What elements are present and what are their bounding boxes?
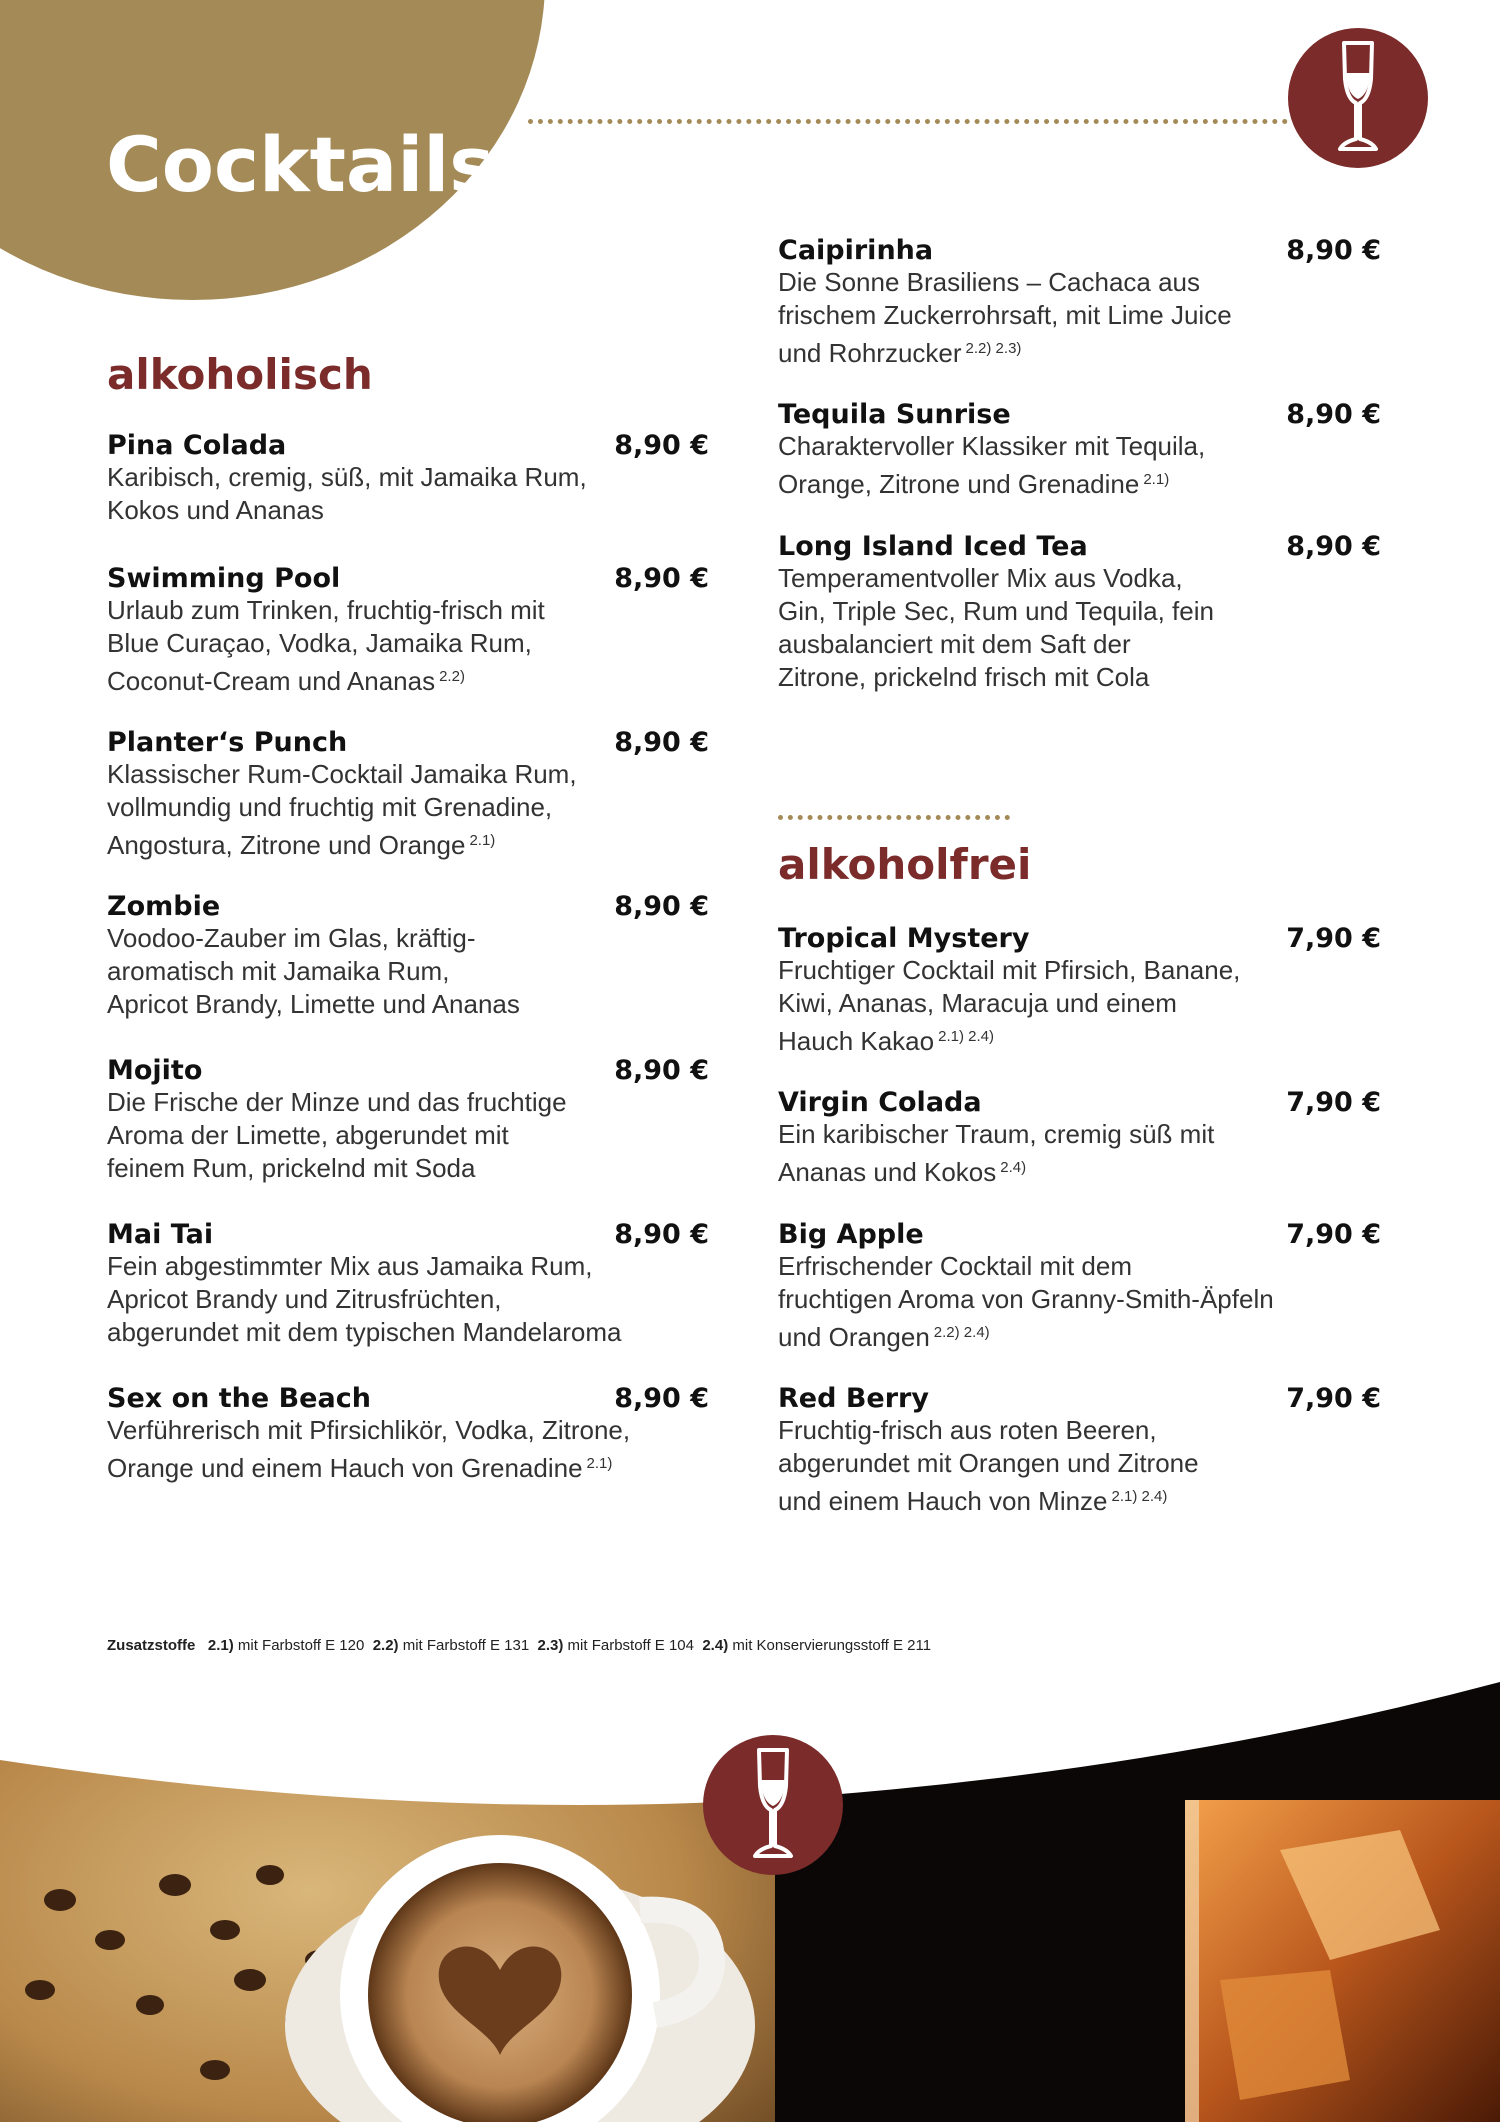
item-description: Die Frische der Minze und das fruchtige Aroma der Limette, abgerundet mit feinem Rum, prickelnd mit Soda <box>107 1087 567 1183</box>
menu-item <box>778 235 1381 370</box>
menu-item <box>778 1383 1381 1518</box>
item-price: 7,90 € <box>1286 1087 1381 1118</box>
menu-item <box>107 891 709 1021</box>
item-description: Voodoo-Zauber im Glas, kräftig- aromatisch mit Jamaika Rum, Apricot Brandy, Limette und Ananas <box>107 923 520 1019</box>
item-price: 7,90 € <box>1286 1219 1381 1250</box>
page-title: Cocktails <box>106 120 495 209</box>
menu-item <box>107 1055 709 1185</box>
footnote-key: 2.3) <box>537 1637 564 1654</box>
item-name: Pina Colada <box>107 430 287 461</box>
menu-item <box>778 1219 1398 1354</box>
item-name: Virgin Colada <box>778 1087 982 1118</box>
menu-item <box>107 430 709 527</box>
menu-item <box>778 923 1381 1058</box>
bottom-glass-badge <box>703 1735 843 1875</box>
additive-note: 2.2) <box>439 668 465 685</box>
menu-item <box>778 531 1381 694</box>
top-glass-badge <box>1288 28 1428 168</box>
dotted-divider <box>778 815 1010 820</box>
menu-item <box>107 1383 747 1485</box>
item-price: 8,90 € <box>614 1383 709 1414</box>
item-price: 8,90 € <box>1286 399 1381 430</box>
section-heading-alkoholfrei: alkoholfrei <box>778 840 1032 889</box>
champagne-glass-icon <box>743 1746 803 1864</box>
bottom-photo-strip <box>0 1660 1500 2122</box>
footnote-text: mit Farbstoff E 131 <box>402 1637 530 1654</box>
item-price: 8,90 € <box>614 430 709 461</box>
additive-note: 2.4) <box>1000 1159 1027 1176</box>
menu-item <box>107 1219 757 1349</box>
item-name: Red Berry <box>778 1383 929 1414</box>
item-price: 8,90 € <box>614 891 709 922</box>
item-name: Zombie <box>107 891 221 922</box>
additive-note: 2.1) 2.4) <box>1111 1488 1168 1505</box>
footnote-text: mit Konservierungsstoff E 211 <box>732 1637 932 1654</box>
footnote-key: 2.2) <box>372 1637 399 1654</box>
item-description: Fruchtig-frisch aus roten Beeren, abgerundet mit Orangen und Zitrone und einem Hauch von Minze $^{2.1) 2.4)}$ <box>778 1415 1199 1516</box>
champagne-glass-icon <box>1328 39 1388 157</box>
additive-note: 2.2) 2.3) <box>965 340 1022 357</box>
item-name: Swimming Pool <box>107 563 341 594</box>
item-description: Karibisch, cremig, süß, mit Jamaika Rum, Kokos und Ananas <box>107 462 587 525</box>
footnote-key: 2.4) <box>702 1637 729 1654</box>
footnote-text: mit Farbstoff E 120 <box>237 1637 365 1654</box>
item-description: Klassischer Rum-Cocktail Jamaika Rum, vollmundig und fruchtig mit Grenadine, Angostura, Zitrone und Orange $^{2.1)}$ <box>107 759 577 860</box>
item-price: 8,90 € <box>614 563 709 594</box>
item-price: 8,90 € <box>614 727 709 758</box>
menu-item <box>778 399 1381 501</box>
item-name: Tequila Sunrise <box>778 399 1011 430</box>
additive-note: 2.1) <box>469 832 496 849</box>
footnote-label: Zusatzstoffe <box>107 1637 196 1654</box>
item-price: 8,90 € <box>614 1055 709 1086</box>
item-price: 8,90 € <box>1286 531 1381 562</box>
item-price: 8,90 € <box>1286 235 1381 266</box>
item-description: Fruchtiger Cocktail mit Pfirsich, Banane, Kiwi, Ananas, Maracuja und einem Hauch Kakao $^{2.1) 2.4)}$ <box>778 955 1241 1056</box>
item-name: Planter‘s Punch <box>107 727 348 758</box>
item-name: Caipirinha <box>778 235 934 266</box>
menu-item <box>778 1087 1381 1189</box>
item-description: Urlaub zum Trinken, fruchtig-frisch mit Blue Curaçao, Vodka, Jamaika Rum, Coconut-Cream und Ananas $^{2.2)}$ <box>107 595 545 696</box>
item-name: Sex on the Beach <box>107 1383 371 1414</box>
menu-item <box>107 727 709 862</box>
dotted-divider <box>528 119 1288 124</box>
item-name: Long Island Iced Tea <box>778 531 1088 562</box>
additive-note: 2.1) <box>586 1455 613 1472</box>
additive-note: 2.2) 2.4) <box>933 1324 990 1341</box>
item-description: Erfrischender Cocktail mit dem fruchtigen Aroma von Granny-Smith-Äpfeln und Orangen $^{2.2) 2.4)}$ <box>778 1251 1274 1352</box>
item-description: Temperamentvoller Mix aus Vodka, Gin, Triple Sec, Rum und Tequila, fein ausbalanciert mit dem Saft der Zitrone, prickelnd frisch mit Cola <box>778 563 1214 692</box>
item-name: Mai Tai <box>107 1219 214 1250</box>
item-description: Verführerisch mit Pfirsichlikör, Vodka, Zitrone, Orange und einem Hauch von Grenadine $^{2.1)}$ <box>107 1415 631 1483</box>
additives-footnote <box>107 1637 931 1654</box>
menu-item <box>107 563 709 698</box>
item-description: Charaktervoller Klassiker mit Tequila, Orange, Zitrone und Grenadine $^{2.1)}$ <box>778 431 1206 499</box>
additive-note: 2.1) <box>1143 471 1170 488</box>
item-name: Big Apple <box>778 1219 924 1250</box>
item-name: Tropical Mystery <box>778 923 1030 954</box>
additive-note: 2.1) 2.4) <box>938 1028 994 1045</box>
footnote-key: 2.1) <box>207 1637 234 1654</box>
item-name: Mojito <box>107 1055 203 1086</box>
item-price: 7,90 € <box>1286 923 1381 954</box>
item-description: Fein abgestimmter Mix aus Jamaika Rum, Apricot Brandy und Zitrusfrüchten, abgerundet mit dem typischen Mandelaroma <box>107 1251 622 1347</box>
item-description: Die Sonne Brasiliens – Cachaca aus frischem Zuckerrohrsaft, mit Lime Juice und Rohrzucker $^{2.2) 2.3)}$ <box>778 267 1232 368</box>
section-heading-alkoholisch: alkoholisch <box>107 350 373 399</box>
footnote-text: mit Farbstoff E 104 <box>567 1637 694 1654</box>
item-price: 8,90 € <box>614 1219 709 1250</box>
item-description: Ein karibischer Traum, cremig süß mit Ananas und Kokos $^{2.4)}$ <box>778 1119 1215 1187</box>
item-price: 7,90 € <box>1286 1383 1381 1414</box>
